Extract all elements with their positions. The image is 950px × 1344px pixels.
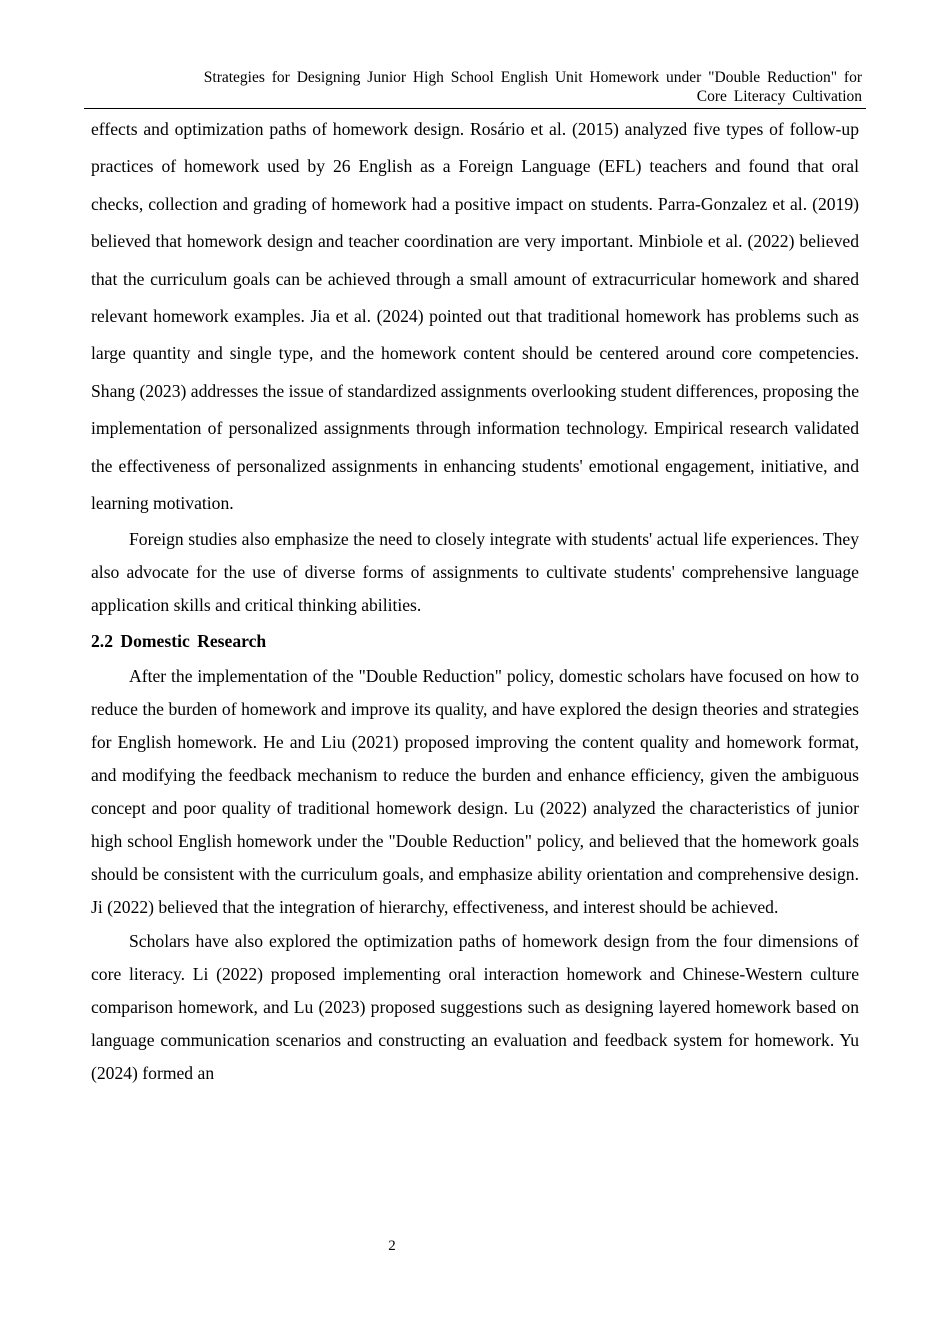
section-heading-domestic-research: 2.2 Domestic Research bbox=[91, 631, 267, 652]
page-body bbox=[91, 111, 859, 1090]
header-divider bbox=[84, 108, 866, 109]
running-header bbox=[84, 68, 862, 106]
page-number: 2 bbox=[388, 1238, 396, 1254]
running-header-line-2: Core Literacy Cultivation bbox=[696, 88, 862, 105]
body-paragraph-2: Foreign studies also emphasize the need to closely integrate with students' actual life experiences. They also advocate for the use of diverse forms of assignments to cultivate students' comprehensive language application skills and critical thinking abilities. bbox=[91, 529, 859, 616]
running-header-line-1: Strategies for Designing Junior High School English Unit Homework under "Double Reduction" for bbox=[203, 69, 862, 86]
body-paragraph-1: effects and optimization paths of homework design. Rosário et al. (2015) analyzed five types of follow-up practices of homework used by 26 English as a Foreign Language (EFL) teachers and found that oral checks, collection and grading of homework had a positive impact on students. Parra-Gonzalez et al. (2019) believed that homework design and teacher coordination are very important. Minbiole et al. (2022) believed that the curriculum goals can be achieved through a small amount of extracurricular homework and shared relevant homework examples. Jia et al. (2024) pointed out that traditional homework has problems such as large quantity and single type, and the homework content should be centered around core competencies. Shang (2023) addresses the issue of standardized assignments overlooking student differences, proposing the implementation of personalized assignments through information technology. Empirical research validated the effectiveness of personalized assignments in enhancing students' emotional engagement, initiative, and learning motivation. bbox=[91, 119, 859, 514]
body-paragraph-4: Scholars have also explored the optimization paths of homework design from the four dimensions of core literacy. Li (2022) proposed implementing oral interaction homework and Chinese-Western culture comparison homework, and Lu (2023) proposed suggestions such as designing layered homework based on language communication scenarios and constructing an evaluation and feedback system for homework. Yu (2024) formed an bbox=[91, 931, 859, 1084]
body-paragraph-3: After the implementation of the "Double Reduction" policy, domestic scholars have focused on how to reduce the burden of homework and improve its quality, and have explored the design theories and strategies for English homework. He and Liu (2021) proposed improving the content quality and homework format, and modifying the feedback mechanism to reduce the burden and enhance efficiency, given the ambiguous concept and poor quality of traditional homework design. Lu (2022) analyzed the characteristics of junior high school English homework under the "Double Reduction" policy, and believed that the homework goals should be consistent with the curriculum goals, and emphasize ability orientation and comprehensive design. Ji (2022) believed that the integration of hierarchy, effectiveness, and interest should be achieved. bbox=[91, 666, 859, 918]
